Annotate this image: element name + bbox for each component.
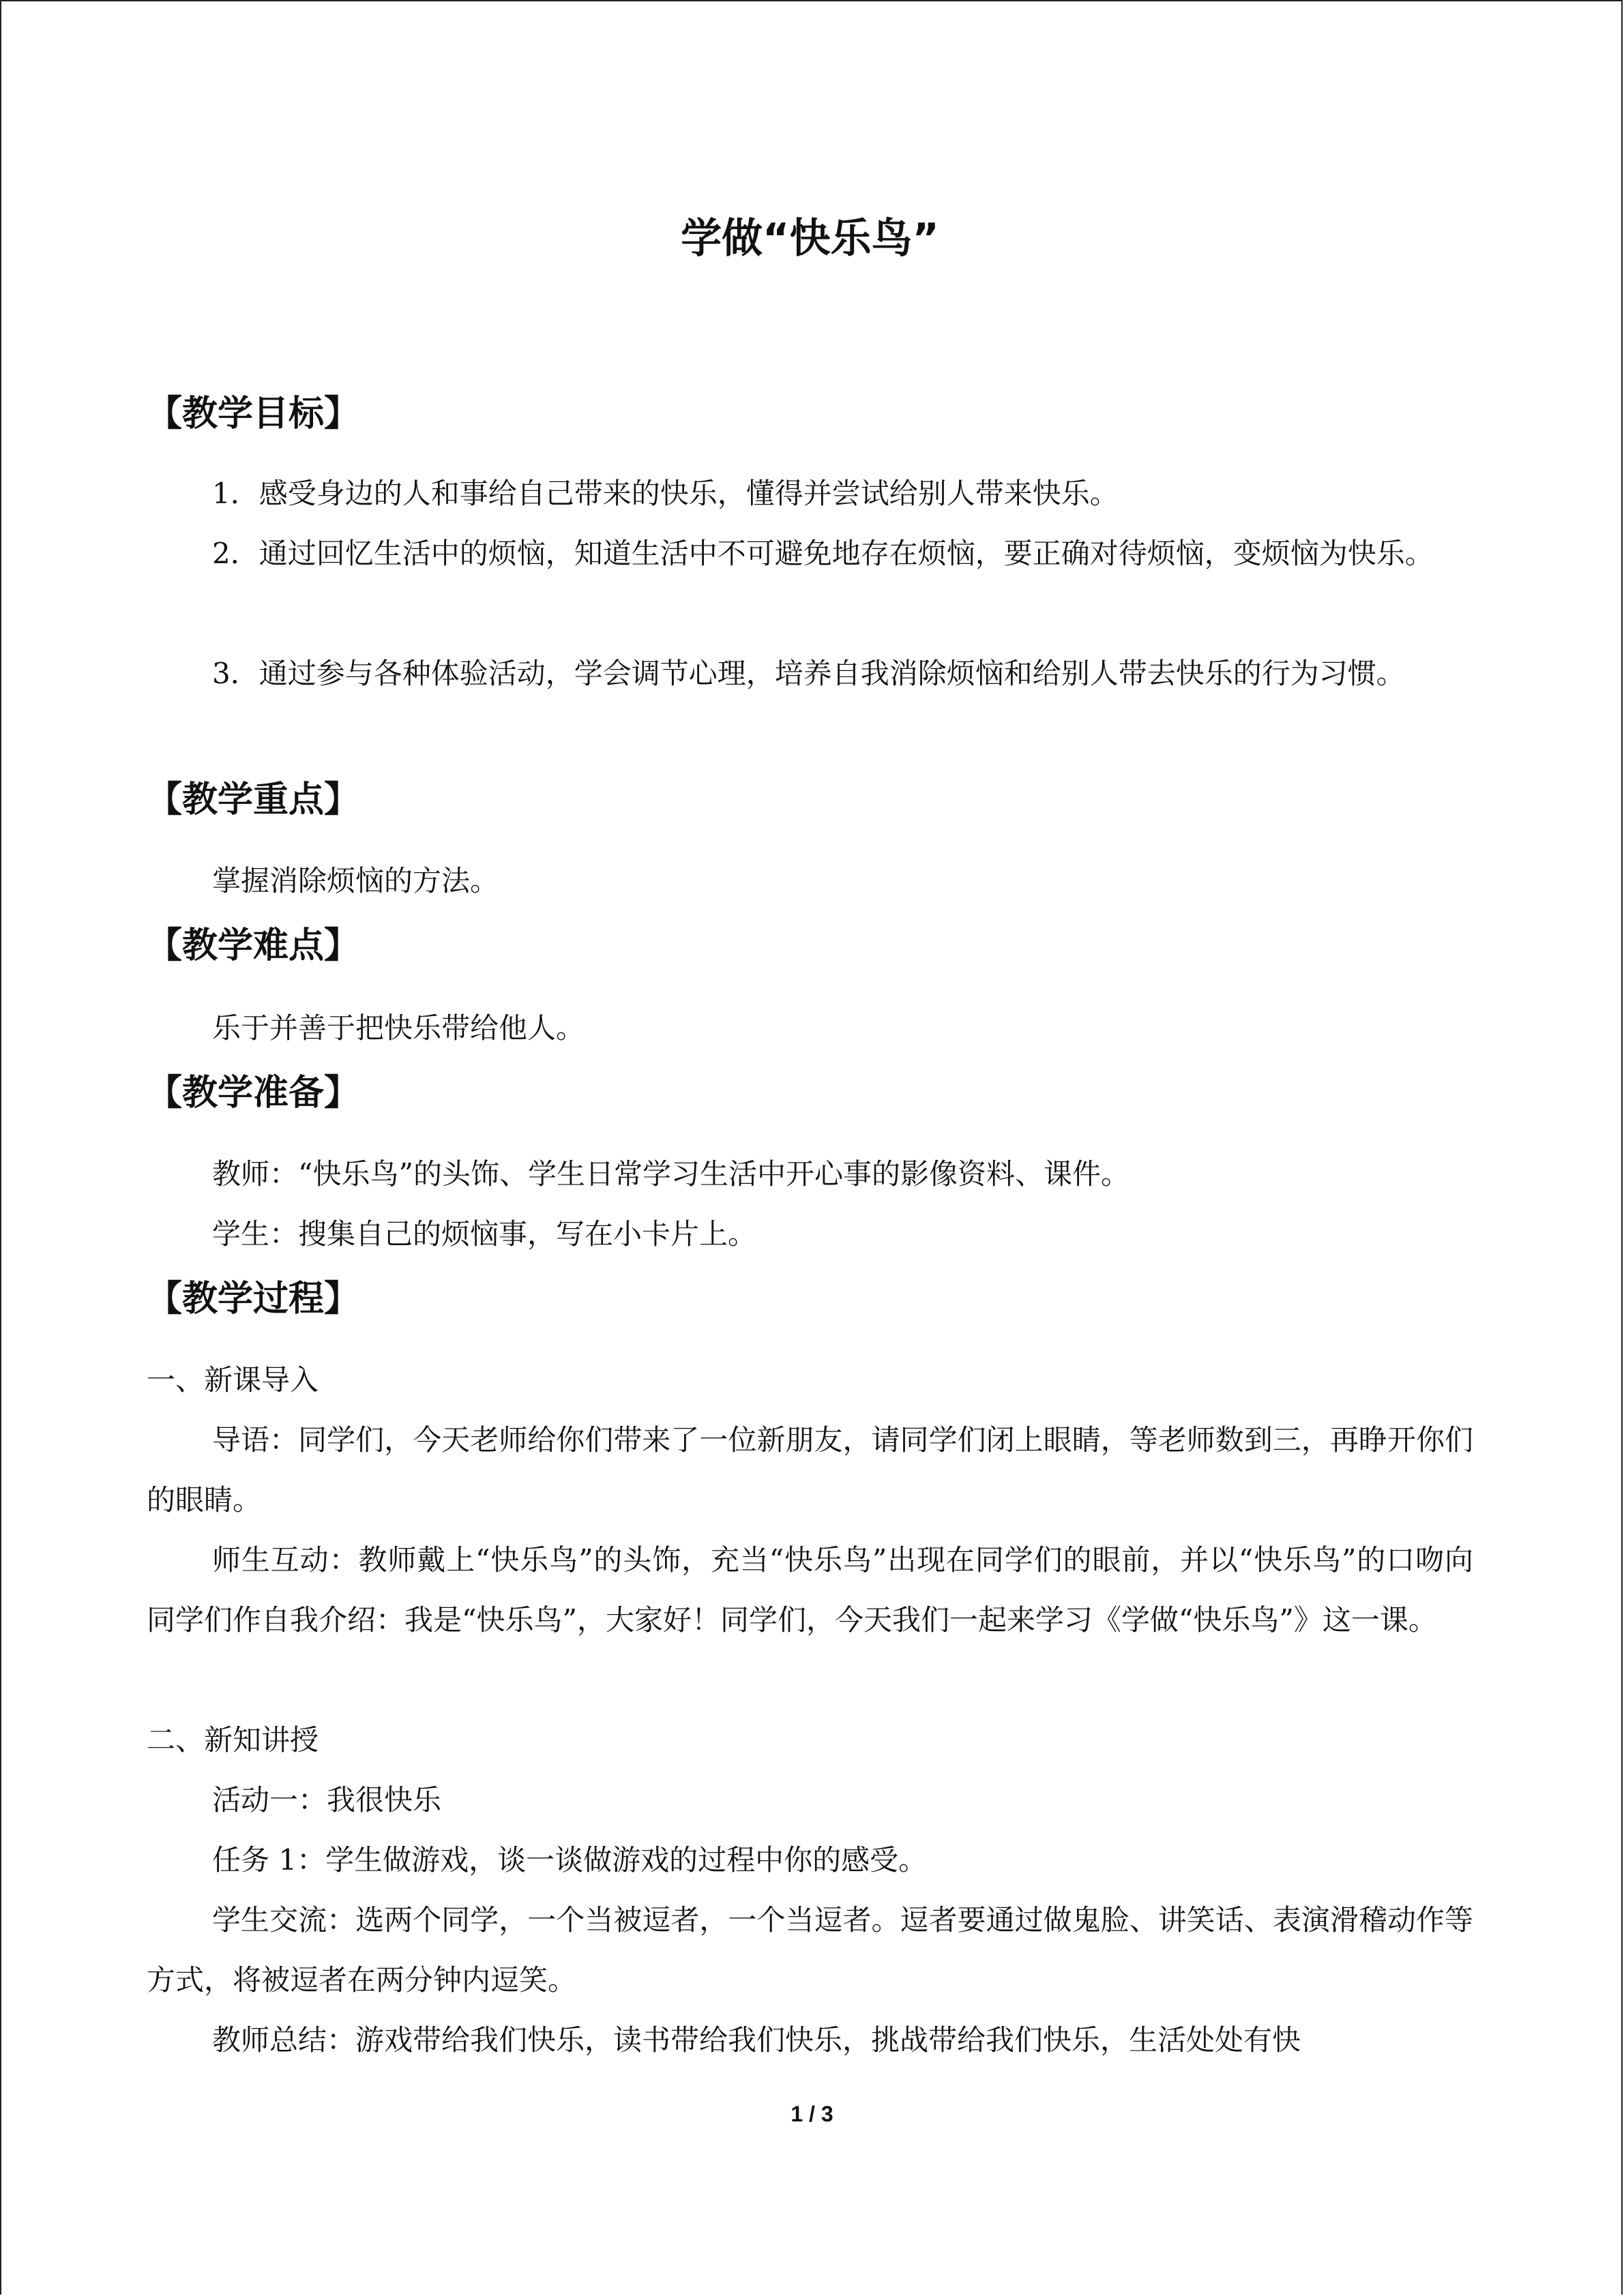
preparation-teacher: 教师：“快乐鸟”的头饰、学生日常学习生活中开心事的影像资料、课件。 xyxy=(212,1157,1130,1191)
preparation-student: 学生：搜集自己的烦恼事，写在小卡片上。 xyxy=(212,1217,757,1251)
document-title: 学做“快乐鸟” xyxy=(681,215,939,263)
goal-item-1: 1．感受身边的人和事给自己带来的快乐，懂得并尝试给别人带来快乐。 xyxy=(212,477,1119,510)
heading-process: 【教学过程】 xyxy=(147,1279,360,1320)
process-part1-title: 一、新课导入 xyxy=(147,1363,319,1397)
goal-item-2: 2．通过回忆生活中的烦恼，知道生活中不可避免地存在烦恼，要正确对待烦恼，变烦恼为快乐。 xyxy=(212,537,1434,570)
heading-preparation: 【教学准备】 xyxy=(147,1073,360,1114)
activity-1: 活动一：我很快乐 xyxy=(212,1783,442,1817)
process-part1-interaction: 师生互动：教师戴上“快乐鸟”的头饰，充当“快乐鸟”出现在同学们的眼前，并以“快乐鸟”的口吻向同学们作自我介绍：我是“快乐鸟”，大家好！同学们，今天我们一起来学习《学做“快乐鸟”》这一课。 xyxy=(147,1543,1473,1637)
heading-goals: 【教学目标】 xyxy=(147,393,360,434)
key-points-text: 掌握消除烦恼的方法。 xyxy=(212,864,499,897)
process-part2-title: 二、新知讲授 xyxy=(147,1723,319,1757)
student-exchange: 学生交流：选两个同学，一个当被逗者，一个当逗者。逗者要通过做鬼脸、讲笑话、表演滑稽动作等方式，将被逗者在两分钟内逗笑。 xyxy=(147,1903,1473,1997)
goal-item-3: 3．通过参与各种体验活动，学会调节心理，培养自我消除烦恼和给别人带去快乐的行为习惯。 xyxy=(212,657,1405,690)
task-1: 任务 1：学生做游戏，谈一谈做游戏的过程中你的感受。 xyxy=(212,1843,928,1877)
heading-difficulties: 【教学难点】 xyxy=(147,925,360,966)
heading-key-points: 【教学重点】 xyxy=(147,779,360,820)
process-part1-intro: 导语：同学们，今天老师给你们带来了一位新朋友，请同学们闭上眼睛，等老师数到三，再睁开你们的眼睛。 xyxy=(147,1423,1473,1517)
page-number: 1 / 3 xyxy=(791,2102,833,2126)
difficulties-text: 乐于并善于把快乐带给他人。 xyxy=(212,1011,585,1045)
teacher-summary: 教师总结：游戏带给我们快乐，读书带给我们快乐，挑战带给我们快乐，生活处处有快 xyxy=(212,2023,1301,2057)
